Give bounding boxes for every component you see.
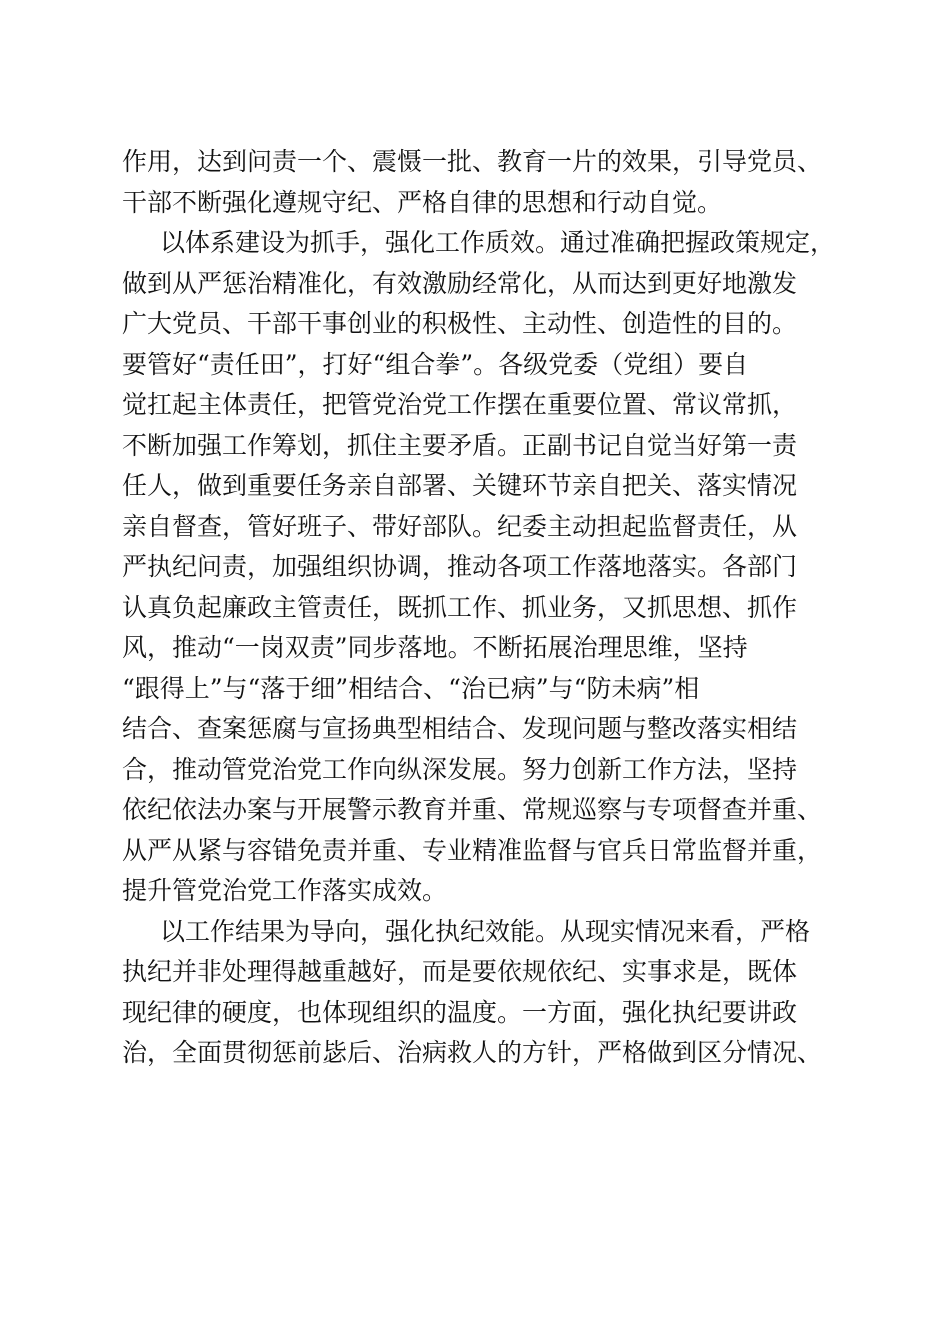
text-line: 执纪并非处理得越重越好，而是要依规依纪、实事求是，既体 [122, 957, 798, 986]
text-line: 觉扛起主体责任，把管党治党工作摆在重要位置、常议常抓， [122, 390, 798, 419]
text-line: 干部不断强化遵规守纪、严格自律的思想和行动自觉。 [122, 187, 723, 217]
paragraph-start-line: 以体系建设为抓手，强化工作质效。通过准确把握政策规定， [160, 228, 836, 257]
text-line: 作用，达到问责一个、震慑一批、教育一片的效果，引导党员、 [122, 147, 823, 176]
text-line: 结合、查案惩腐与宣扬典型相结合、发现问题与整改落实相结 [122, 714, 798, 743]
text-line: 做到从严惩治精准化，有效激励经常化，从而达到更好地激发 [122, 268, 798, 298]
text-line: 从严从紧与容错免责并重、专业精准监督与官兵日常监督并重， [122, 835, 823, 865]
text-line: 广大党员、干部干事创业的积极性、主动性、创造性的目的。 [122, 309, 798, 338]
document-body [122, 142, 842, 1074]
text-line: 亲自督查，管好班子、带好部队。纪委主动担起监督责任，从 [122, 511, 798, 541]
text-line: 要管好“责任田”，打好“组合拳”。各级党委（党组）要自 [122, 349, 749, 379]
text-line: 不断加强工作筹划，抓住主要矛盾。正副书记自觉当好第一责 [122, 430, 798, 460]
text-line: 严执纪问责，加强组织协调，推动各项工作落地落实。各部门 [122, 552, 798, 581]
text-line: 提升管党治党工作落实成效。 [122, 876, 448, 905]
paragraph-start-line: 以工作结果为导向，强化执纪效能。从现实情况来看，严格 [160, 916, 811, 946]
text-line: 依纪依法办案与开展警示教育并重、常规巡察与专项督查并重、 [122, 795, 823, 824]
text-line: 风，推动“一岗双责”同步落地。不断拓展治理思维，坚持 [122, 633, 748, 662]
text-line: 认真负起廉政主管责任，既抓工作、抓业务，又抓思想、抓作 [122, 592, 798, 622]
text-line: “跟得上”与“落于细”相结合、“治已病”与“防未病”相 [122, 673, 700, 703]
text-line: 合，推动管党治党工作向纵深发展。努力创新工作方法，坚持 [122, 754, 798, 784]
text-line: 任人，做到重要任务亲自部署、关键环节亲自把关、落实情况 [122, 471, 798, 500]
text-line: 现纪律的硬度，也体现组织的温度。一方面，强化执纪要讲政 [122, 997, 798, 1027]
text-line: 治，全面贯彻惩前毖后、治病救人的方针，严格做到区分情况、 [122, 1038, 823, 1067]
